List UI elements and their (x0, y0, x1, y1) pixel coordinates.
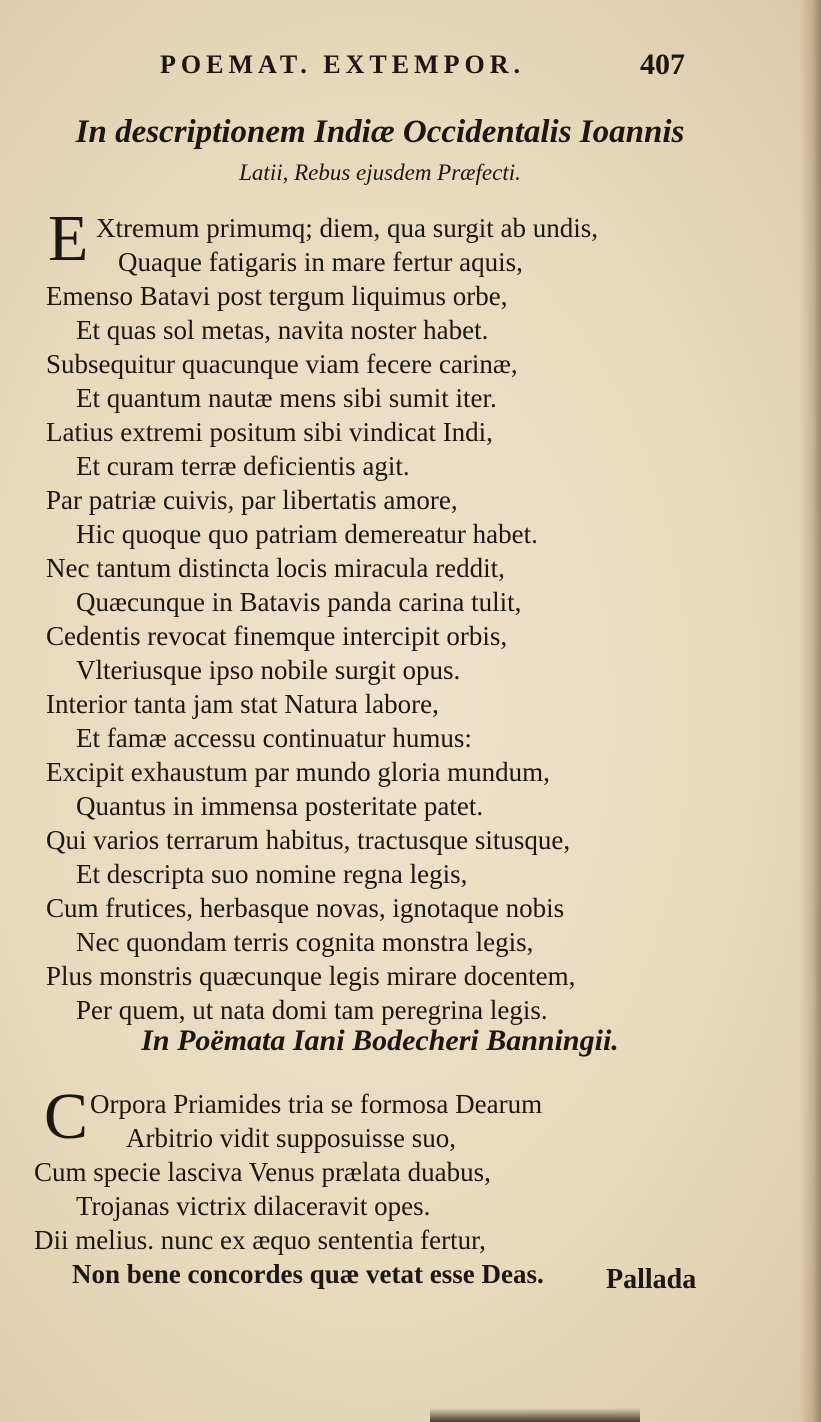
poem1-line: Vlteriusque ipso nobile surgit opus. (76, 655, 461, 685)
catchword: Pallada (606, 1264, 697, 1295)
poem1-line: Subsequitur quacunque viam fecere carinæ, (46, 349, 518, 379)
poem1-title-line1: In descriptionem Indiæ Occidentalis Ioannis (75, 114, 685, 150)
poem1-line: Per quem, ut nata domi tam peregrina legis. (76, 995, 548, 1025)
poem2-line: Trojanas victrix dilaceravit opes. (76, 1191, 431, 1221)
poem1-title-line2: Latii, Rebus ejusdem Præfecti. (239, 160, 521, 185)
poem2-line: Non bene concordes quæ vetat esse Deas. (72, 1259, 544, 1289)
poem1-line: Cum frutices, herbasque novas, ignotaque nobis (46, 893, 565, 923)
poem1-drop-initial: E (48, 202, 89, 275)
poem1-line: Quæcunque in Batavis panda carina tulit, (76, 587, 522, 617)
poem1-line: Et quantum nautæ mens sibi sumit iter. (76, 383, 497, 413)
poem1-line: Latius extremi positum sibi vindicat Indi, (46, 417, 493, 447)
poem1-line: Qui varios terrarum habitus, tractusque situsque, (46, 825, 571, 855)
poem2-line: Cum specie lasciva Venus prælata duabus, (34, 1157, 491, 1187)
poem2-title: In Poëmata Iani Bodecheri Banningii. (141, 1024, 619, 1057)
poem1-line: Hic quoque quo patriam demereatur habet. (76, 519, 538, 549)
poem1-line: Et quas sol metas, navita noster habet. (76, 315, 489, 345)
poem1-line: Cedentis revocat finemque intercipit orbis, (46, 621, 508, 651)
poem1-line: Xtremum primumq; diem, qua surgit ab undis, (96, 213, 598, 243)
poem2-line: Dii melius. nunc ex æquo sententia fertur, (34, 1225, 486, 1255)
poem1-line: Plus monstris quæcunque legis mirare docentem, (46, 961, 576, 991)
poem2-drop-initial: C (44, 1080, 89, 1153)
poem1-line: Interior tanta jam stat Natura labore, (46, 689, 439, 719)
poem2-line: Orpora Priamides tria se formosa Dearum (90, 1089, 543, 1119)
poem2-line: Arbitrio vidit supposuisse suo, (126, 1123, 457, 1153)
poem1-line: Nec quondam terris cognita monstra legis, (76, 927, 534, 957)
poem1-line: Quaque fatigaris in mare fertur aquis, (118, 247, 523, 277)
poem1-line: Par patriæ cuivis, par libertatis amore, (46, 485, 458, 515)
poem1-line: Nec tantum distincta locis miracula reddit, (46, 553, 505, 583)
poem1-line: Et famæ accessu continuatur humus: (76, 723, 472, 753)
poem1-line: Quantus in immensa posteritate patet. (76, 791, 484, 821)
poem1-line: Et descripta suo nomine regna legis, (76, 859, 468, 889)
page-number: 407 (640, 48, 685, 81)
poem1-line: Excipit exhaustum par mundo gloria mundum, (46, 757, 550, 787)
page-gutter-shadow (799, 0, 821, 1422)
poem1-line: Et curam terræ deficientis agit. (76, 451, 410, 481)
running-head: POEMAT. EXTEMPOR. (160, 50, 525, 79)
poem1-line: Emenso Batavi post tergum liquimus orbe, (46, 281, 508, 311)
page-bottom-edge (430, 1408, 640, 1422)
